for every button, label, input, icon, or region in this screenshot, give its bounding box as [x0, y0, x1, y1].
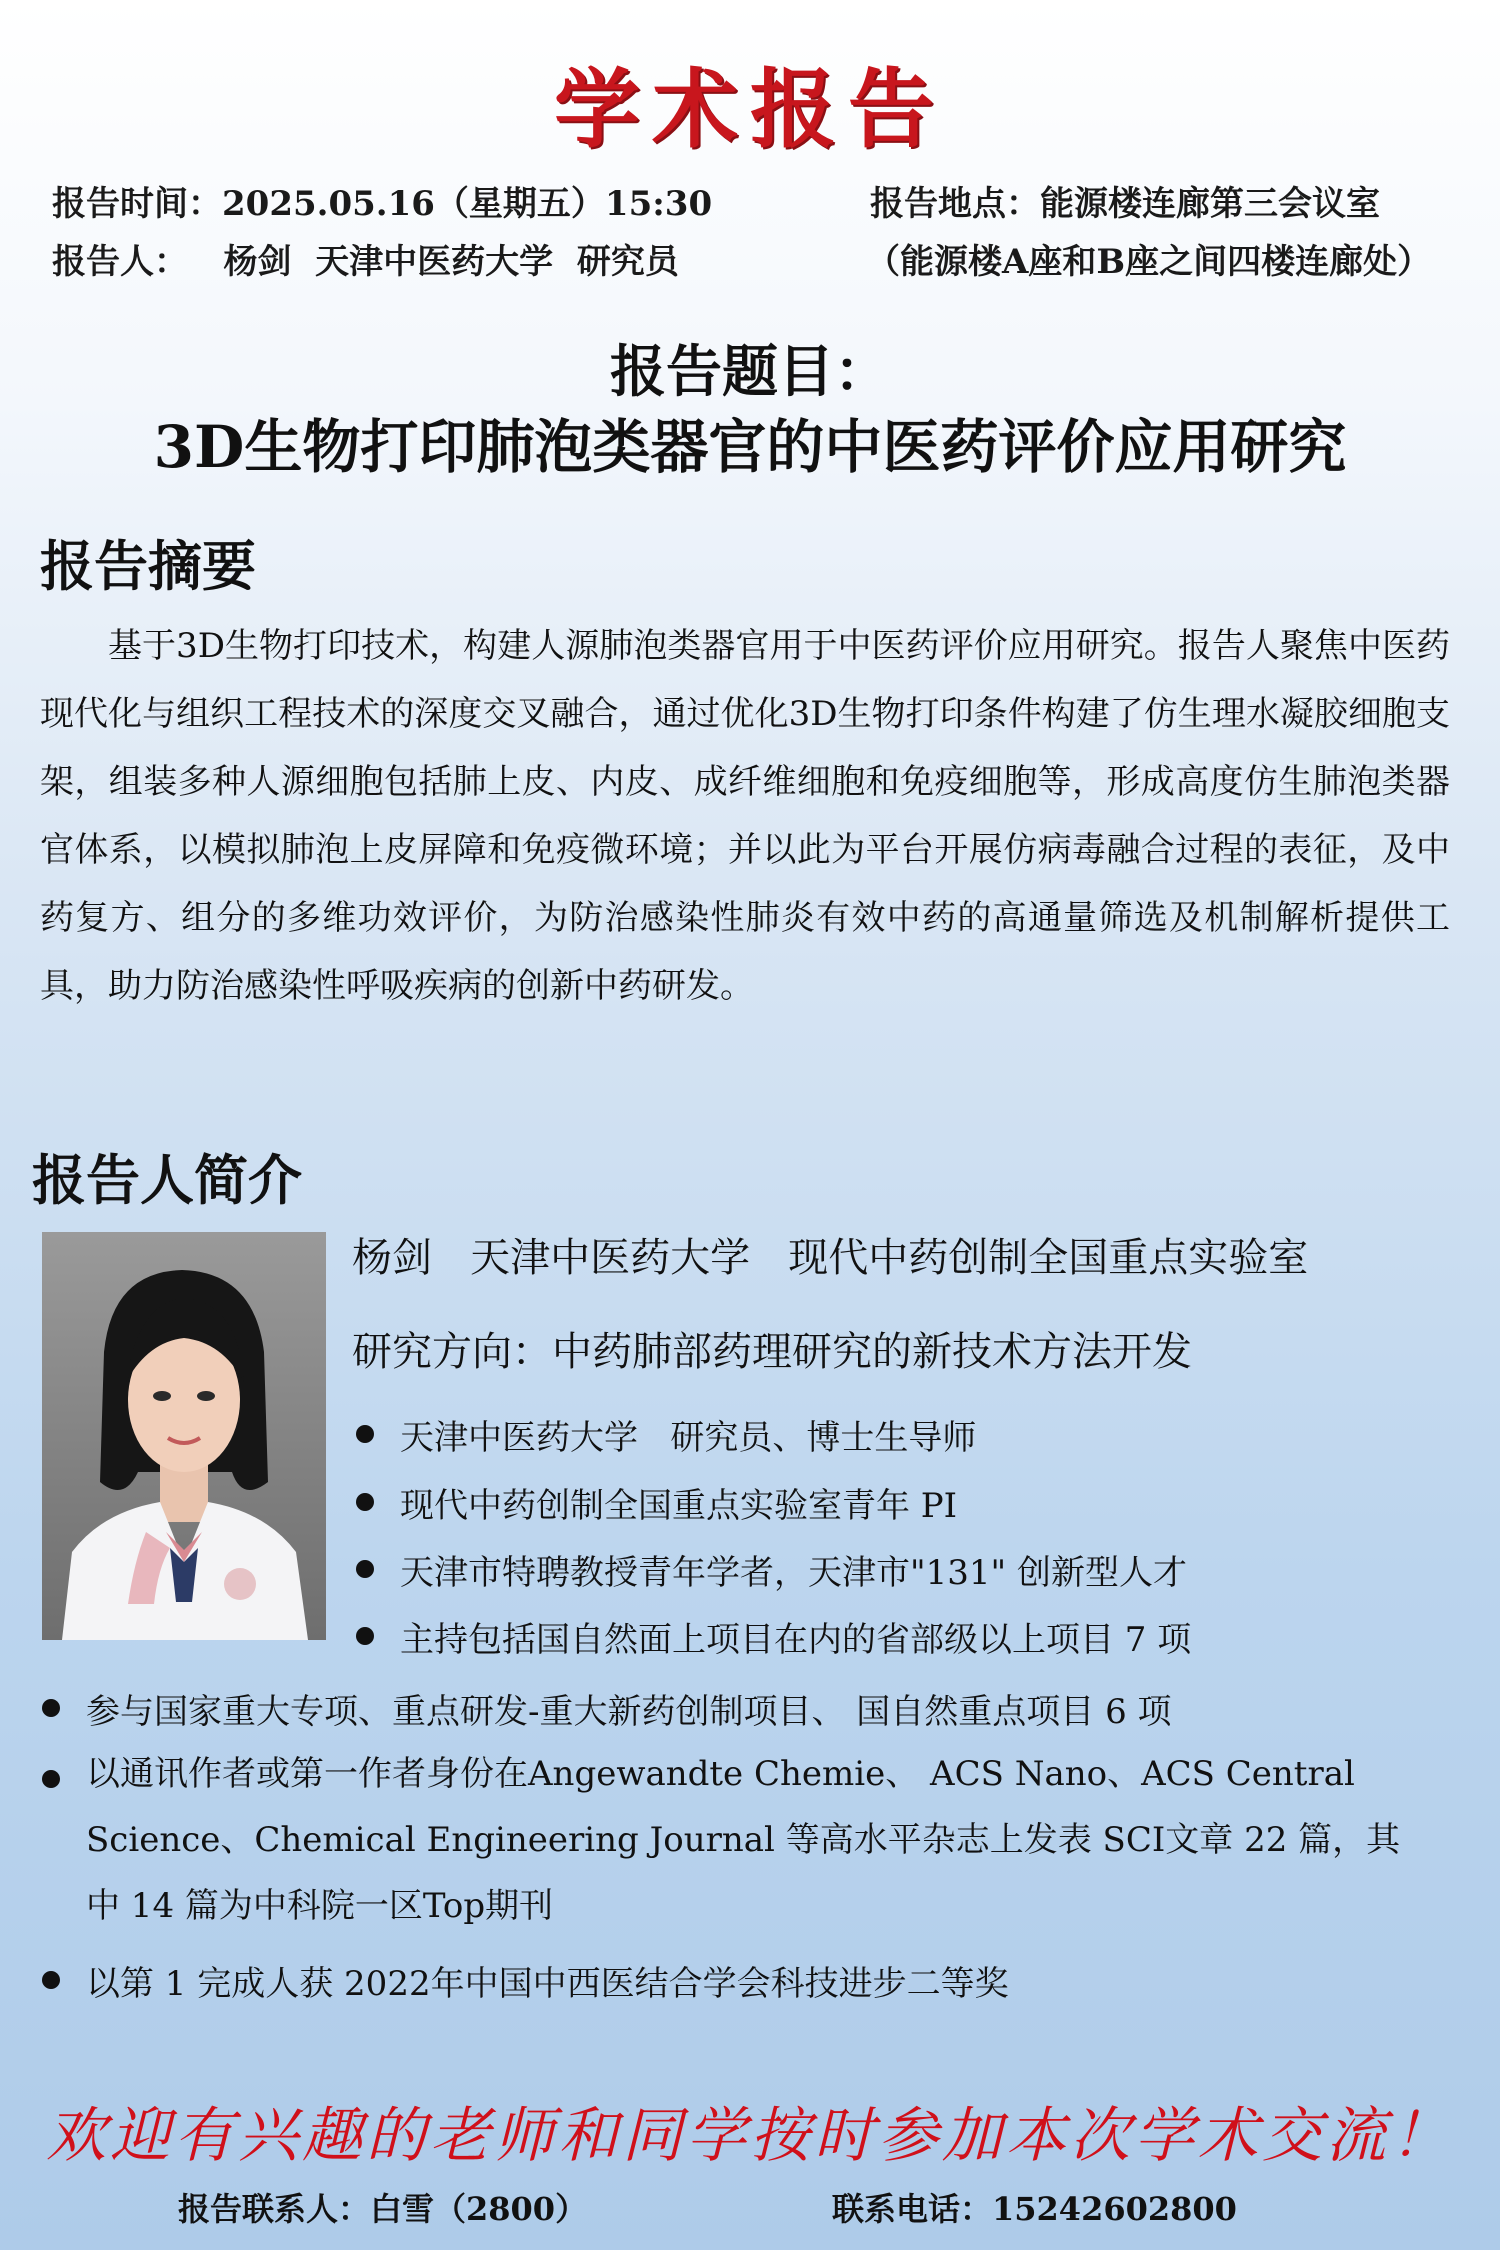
- abstract-heading: 报告摘要: [40, 534, 256, 598]
- welcome-message: 欢迎有兴趣的老师和同学按时参加本次学术交流！: [46, 2101, 1454, 2171]
- contact-phone: 联系电话：15242602800: [832, 2190, 1237, 2228]
- speaker-portrait-image: [42, 1232, 326, 1640]
- location-note: （能源楼A座和B座之间四楼连廊处）: [866, 242, 1432, 282]
- bio-bullet: [42, 1684, 1172, 1733]
- bullet-dot-icon: [42, 1770, 60, 1788]
- bio-bullet-text: 以通讯作者或第一作者身份在Angewandte Chemie、 ACS Nano、ACS Central Science、Chemical Engineering Journal 等高水平杂志上发表 SCI文章 22 篇，其中 14 篇为中科院一区Top期刊: [86, 1754, 1401, 1926]
- bio-bullet: [356, 1410, 976, 1459]
- bio-bullet: [42, 1755, 1422, 1939]
- abstract-text: 基于3D生物打印技术，构建人源肺泡类器官用于中医药评价应用研究。报告人聚焦中医药现代化与组织工程技术的深度交叉融合，通过优化3D生物打印条件构建了仿生理水凝胶细胞支架，组装多种人源细胞包括肺上皮、内皮、成纤维细胞和免疫细胞等，形成高度仿生肺泡类器官体系，以模拟肺泡上皮屏障和免疫微环境；并以此为平台开展仿病毒融合过程的表征，及中药复方、组分的多维功效评价，为防治感染性肺炎有效中药的高通量筛选及机制解析提供工具，助力防治感染性呼吸疾病的创新中药研发。: [40, 626, 1450, 1006]
- bio-bullet: [42, 1956, 1009, 2005]
- report-speaker: 报告人： 杨剑 天津中医药大学 研究员: [52, 242, 679, 282]
- report-location: 报告地点：能源楼连廊第三会议室: [870, 184, 1380, 224]
- bio-bullet-text: 天津市特聘教授青年学者，天津市"131" 创新型人才: [400, 1553, 1187, 1593]
- poster-title: 学术报告: [554, 59, 946, 160]
- bullet-dot-icon: [356, 1493, 374, 1511]
- speaker-photo: [42, 1232, 326, 1640]
- research-direction: 研究方向：中药肺部药理研究的新技术方法开发: [352, 1329, 1192, 1375]
- bio-bullet: [356, 1612, 1191, 1661]
- bullet-dot-icon: [356, 1627, 374, 1645]
- bio-bullet-text: 主持包括国自然面上项目在内的省部级以上项目 7 项: [400, 1620, 1192, 1660]
- report-time: 报告时间：2025.05.16（星期五）15:30: [52, 184, 713, 224]
- bio-bullet-text: 现代中药创制全国重点实验室青年 PI: [400, 1486, 958, 1526]
- bio-bullet-text: 参与国家重大专项、重点研发-重大新药创制项目、 国自然重点项目 6 项: [86, 1692, 1172, 1732]
- bullet-dot-icon: [356, 1560, 374, 1578]
- bio-bullet: [356, 1478, 957, 1527]
- speaker-affiliation: 杨剑 天津中医药大学 现代中药创制全国重点实验室: [352, 1235, 1309, 1281]
- bullet-dot-icon: [356, 1425, 374, 1443]
- bullet-dot-icon: [42, 1699, 60, 1717]
- bio-bullet-text: 以第 1 完成人获 2022年中国中西医结合学会科技进步二等奖: [86, 1964, 1009, 2004]
- bullet-dot-icon: [42, 1971, 60, 1989]
- speaker-heading: 报告人简介: [32, 1148, 302, 1212]
- topic-title: 3D生物打印肺泡类器官的中医药评价应用研究: [153, 413, 1347, 481]
- bio-bullet-text: 天津中医药大学 研究员、博士生导师: [400, 1418, 977, 1458]
- topic-label: 报告题目：: [610, 339, 890, 405]
- contact-person: 报告联系人：白雪（2800）: [178, 2190, 588, 2228]
- bio-bullet: [356, 1545, 1187, 1594]
